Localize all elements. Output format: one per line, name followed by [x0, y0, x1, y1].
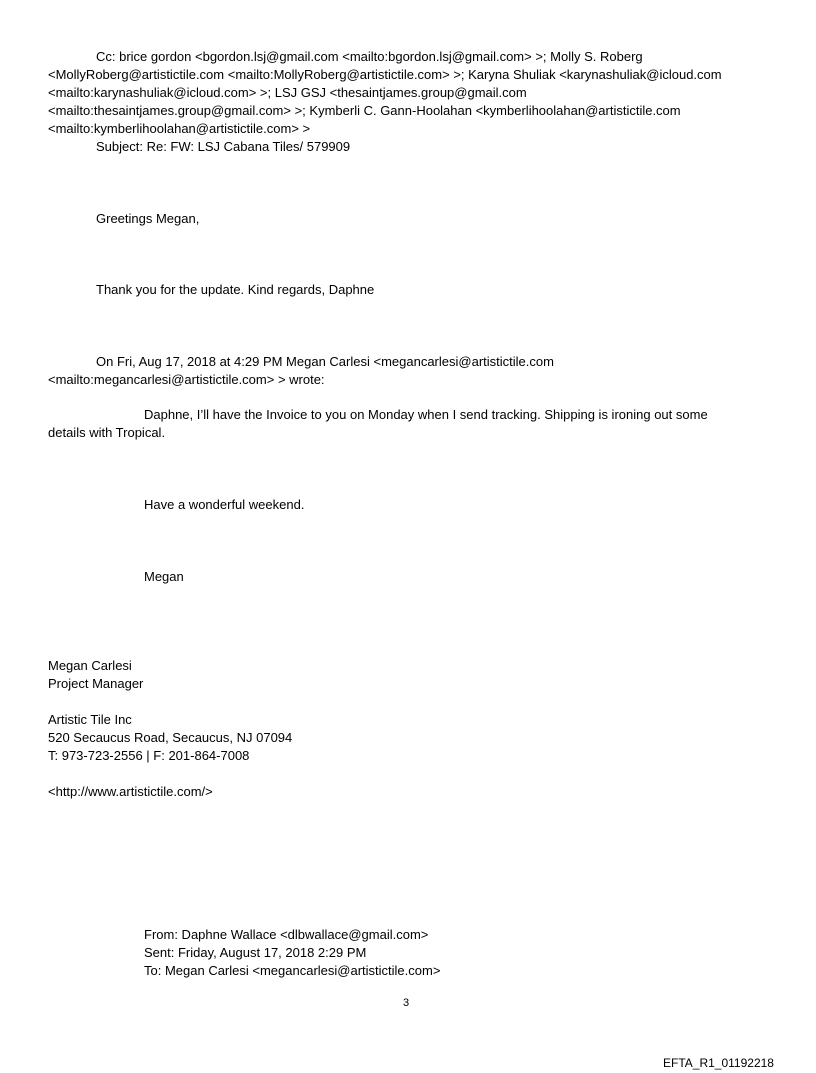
cc-line-4: <mailto:thesaintjames.group@gmail.com> >; Kymberli C. Gann-Hoolahan <kymberlihoolahan@artistictile.com	[48, 103, 681, 118]
signature-name: Megan Carlesi	[48, 658, 132, 673]
forwarded-from: From: Daphne Wallace <dlbwallace@gmail.com>	[144, 927, 429, 942]
cc-line-1: Cc: brice gordon <bgordon.lsj@gmail.com <mailto:bgordon.lsj@gmail.com> >; Molly S. Roberg	[96, 49, 643, 64]
reply-greeting: Greetings Megan,	[96, 211, 200, 226]
quoted-closing: Have a wonderful weekend.	[144, 497, 305, 512]
signature-address: 520 Secaucus Road, Secaucus, NJ 07094	[48, 730, 293, 745]
signature-url[interactable]: <http://www.artistictile.com/>	[48, 784, 213, 799]
quoted-body-2: details with Tropical.	[48, 425, 166, 440]
forwarded-to: To: Megan Carlesi <megancarlesi@artistictile.com>	[144, 963, 441, 978]
quoted-intro-1: On Fri, Aug 17, 2018 at 4:29 PM Megan Carlesi <megancarlesi@artistictile.com	[96, 354, 554, 369]
document-id: EFTA_R1_01192218	[663, 1056, 774, 1070]
signature-company: Artistic Tile Inc	[48, 712, 132, 727]
forwarded-sent: Sent: Friday, August 17, 2018 2:29 PM	[144, 945, 367, 960]
reply-body: Thank you for the update. Kind regards, Daphne	[96, 282, 375, 297]
quoted-body-1: Daphne, I’ll have the Invoice to you on Monday when I send tracking. Shipping is ironing out some	[144, 407, 708, 422]
signature-phone: T: 973-723-2556 | F: 201-864-7008	[48, 748, 250, 763]
cc-line-3: <mailto:karynashuliak@icloud.com> >; LSJ GSJ <thesaintjames.group@gmail.com	[48, 85, 527, 100]
cc-line-5: <mailto:kymberlihoolahan@artistictile.com> >	[48, 121, 311, 136]
signature-title: Project Manager	[48, 676, 144, 691]
subject-line: Subject: Re: FW: LSJ Cabana Tiles/ 579909	[96, 139, 351, 154]
page-number: 3	[403, 997, 410, 1009]
cc-line-2: <MollyRoberg@artistictile.com <mailto:MollyRoberg@artistictile.com> >; Karyna Shuliak <karynashuliak@icloud.com	[48, 67, 722, 82]
quoted-sign: Megan	[144, 569, 184, 584]
quoted-intro-2: <mailto:megancarlesi@artistictile.com> > wrote:	[48, 372, 325, 387]
